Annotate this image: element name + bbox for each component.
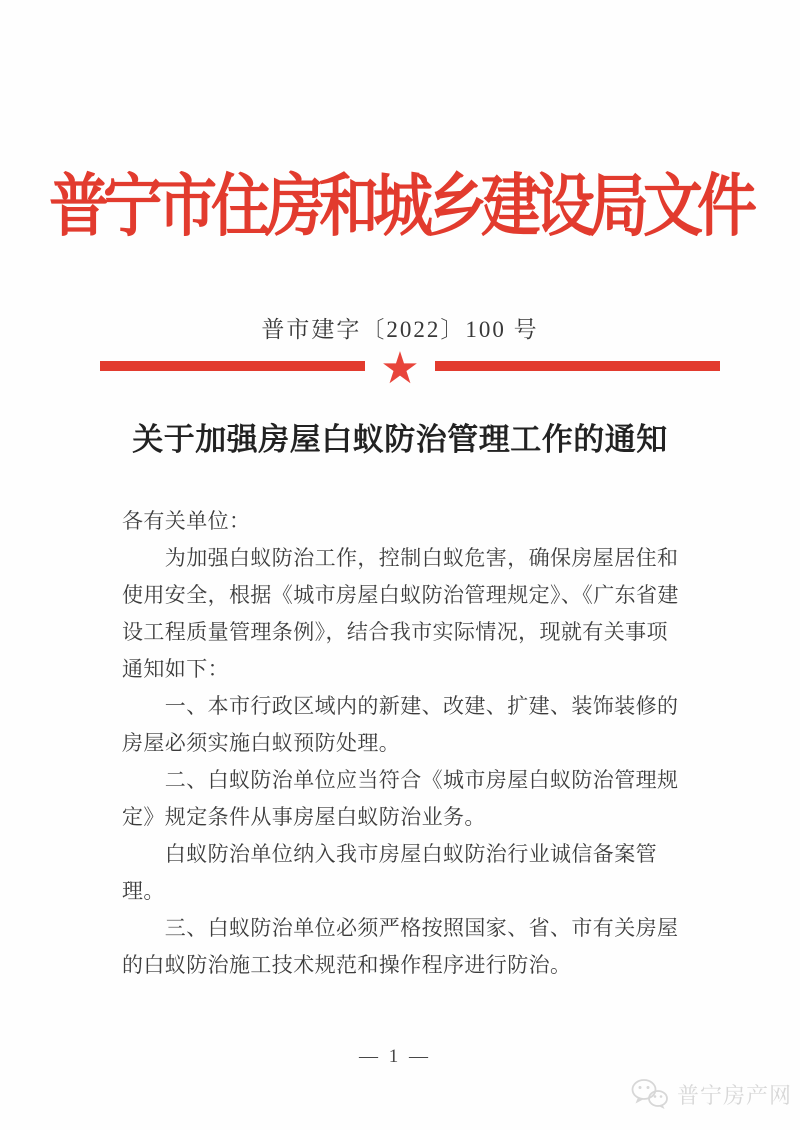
document-body (122, 503, 700, 984)
red-divider-left (100, 361, 365, 371)
body-text-line: 为加强白蚁防治工作，控制白蚁危害，确保房屋居住和 (122, 546, 679, 570)
body-text-line: 设工程质量管理条例》，结合我市实际情况，现就有关事项 (122, 620, 668, 644)
star-icon: ★ (380, 343, 420, 394)
body-text-line: 通知如下： (122, 657, 229, 681)
page-number: — 1 — (359, 1046, 431, 1067)
body-text-line: 的白蚁防治施工技术规范和操作程序进行防治。 (122, 953, 572, 977)
body-text-line: 定》规定条件从事房屋白蚁防治业务。 (122, 805, 486, 829)
body-text-line: 各有关单位： (122, 509, 251, 533)
body-text-line: 房屋必须实施白蚁预防处理。 (122, 731, 401, 755)
watermark (630, 1078, 792, 1111)
body-text-line: 三、白蚁防治单位必须严格按照国家、省、市有关房屋 (122, 916, 679, 940)
agency-header-title: 普宁市住房和城乡建设局文件 (49, 169, 751, 245)
body-text-line: 一、本市行政区域内的新建、改建、扩建、装饰装修的 (122, 694, 679, 718)
body-text-line: 白蚁防治单位纳入我市房屋白蚁防治行业诚信备案管 (122, 842, 657, 866)
wechat-icon (630, 1078, 670, 1111)
document-number: 普市建字〔2022〕100 号 (261, 317, 539, 342)
watermark-text: 普宁房产网 (677, 1083, 793, 1108)
body-text-line: 理。 (122, 879, 165, 903)
red-divider-right (435, 361, 720, 371)
notice-title: 关于加强房屋白蚁防治管理工作的通知 (132, 422, 668, 457)
body-text-line: 使用安全，根据《城市房屋白蚁防治管理规定》、《广东省建 (122, 583, 679, 607)
body-text-line: 二、白蚁防治单位应当符合《城市房屋白蚁防治管理规 (122, 768, 679, 792)
